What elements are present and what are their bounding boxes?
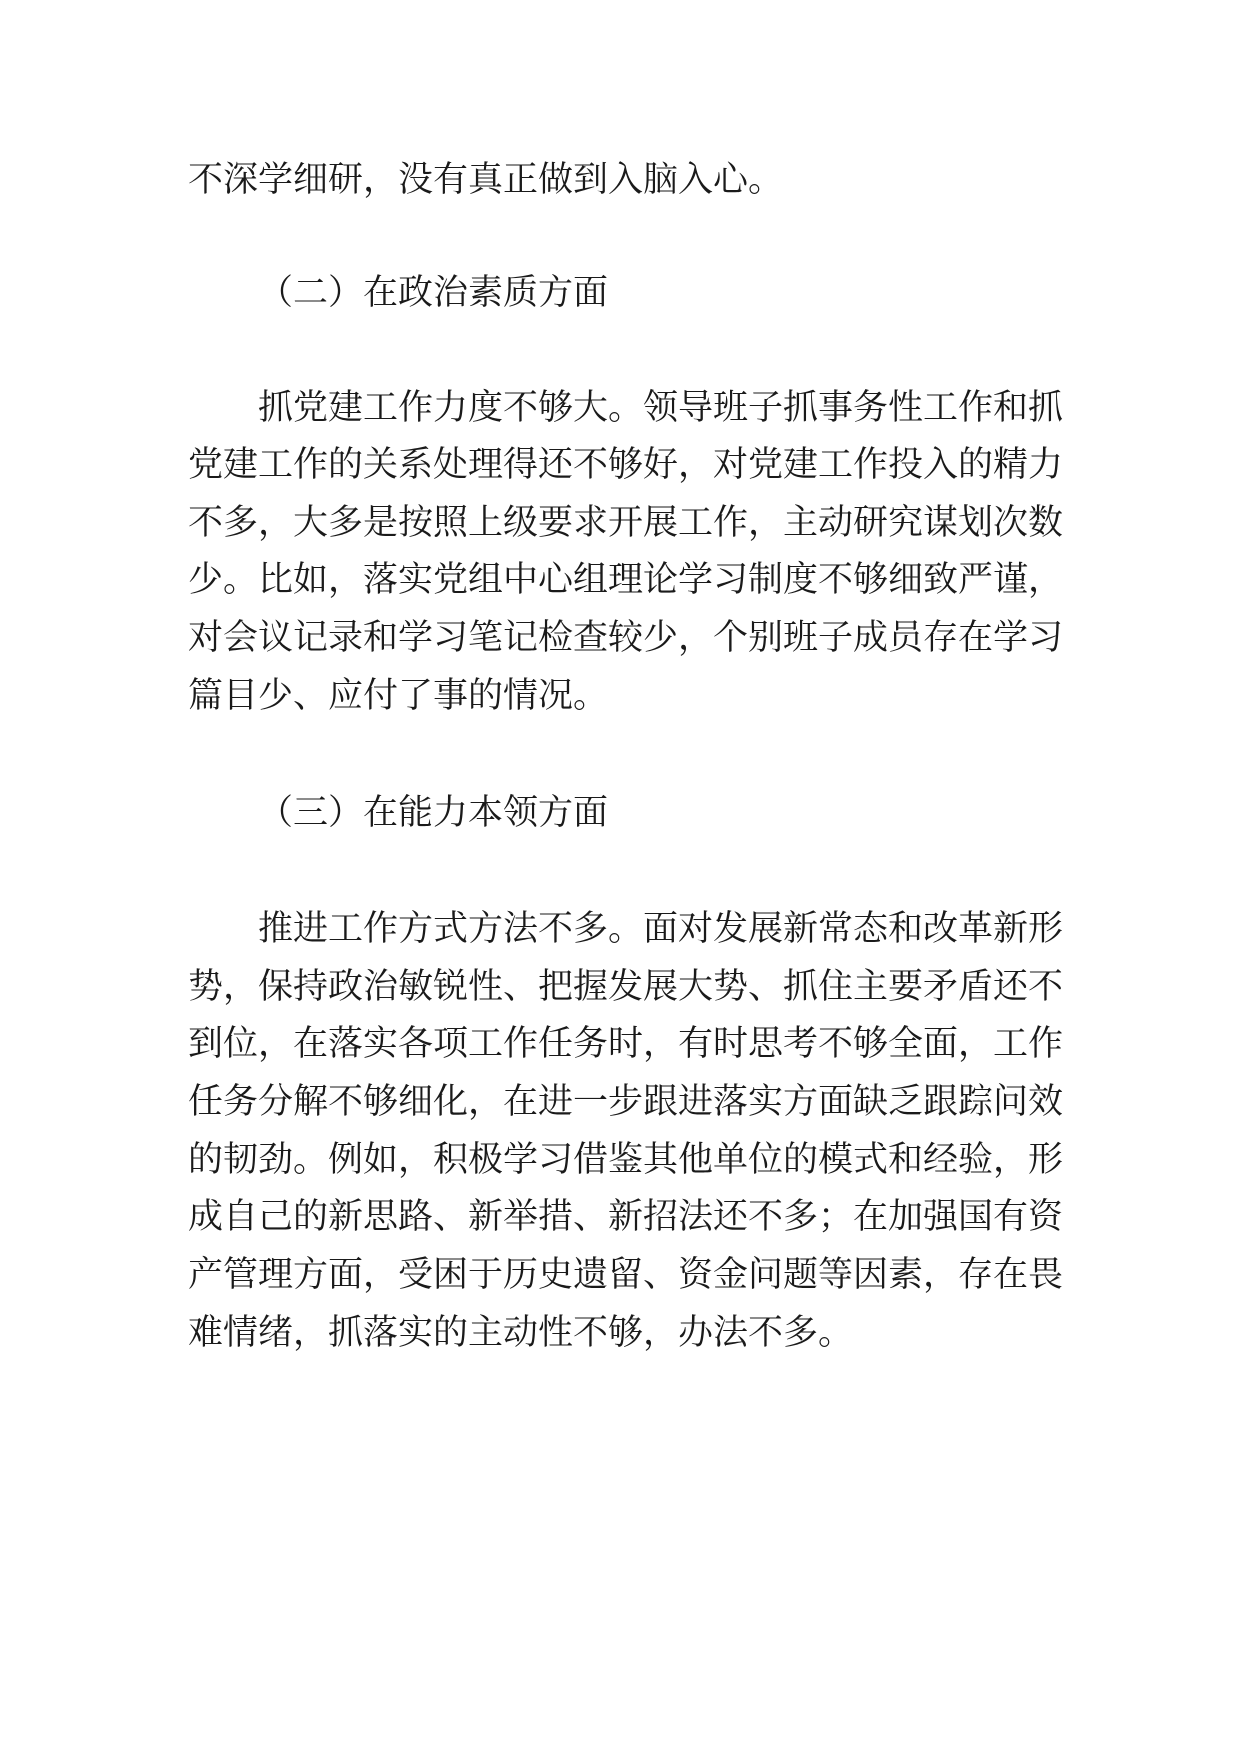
section-2-heading: （二）在政治素质方面 bbox=[258, 273, 609, 313]
section-2-paragraph-line: 篇目少、应付了事的情况。 bbox=[188, 676, 609, 716]
section-3-heading: （三）在能力本领方面 bbox=[258, 793, 609, 833]
section-3-paragraph-line: 的韧劲。例如，积极学习借鉴其他单位的模式和经验，形 bbox=[188, 1140, 1064, 1180]
section-2-paragraph-line: 党建工作的关系处理得还不够好，对党建工作投入的精力 bbox=[188, 445, 1064, 485]
section-2-paragraph-line: 对会议记录和学习笔记检查较少，个别班子成员存在学习 bbox=[188, 618, 1064, 658]
section-3-paragraph-line: 势，保持政治敏锐性、把握发展大势、抓住主要矛盾还不 bbox=[188, 967, 1064, 1007]
intro-line: 不深学细研，没有真正做到入脑入心。 bbox=[188, 160, 784, 200]
section-2-paragraph-line: 不多，大多是按照上级要求开展工作，主动研究谋划次数 bbox=[188, 503, 1064, 543]
section-2-paragraph-line: 抓党建工作力度不够大。领导班子抓事务性工作和抓 bbox=[258, 388, 1064, 428]
section-3-paragraph-line: 任务分解不够细化，在进一步跟进落实方面缺乏跟踪问效 bbox=[188, 1082, 1064, 1122]
section-3-paragraph-line: 产管理方面，受困于历史遗留、资金问题等因素，存在畏 bbox=[188, 1255, 1064, 1295]
section-3-paragraph-line: 难情绪，抓落实的主动性不够，办法不多。 bbox=[188, 1313, 854, 1353]
section-3-paragraph-line: 到位，在落实各项工作任务时，有时思考不够全面，工作 bbox=[188, 1024, 1064, 1064]
section-3-paragraph-line: 成自己的新思路、新举措、新招法还不多；在加强国有资 bbox=[188, 1197, 1064, 1237]
section-2-paragraph-line: 少。比如，落实党组中心组理论学习制度不够细致严谨， bbox=[188, 560, 1064, 600]
section-3-paragraph-line: 推进工作方式方法不多。面对发展新常态和改革新形 bbox=[258, 909, 1064, 949]
